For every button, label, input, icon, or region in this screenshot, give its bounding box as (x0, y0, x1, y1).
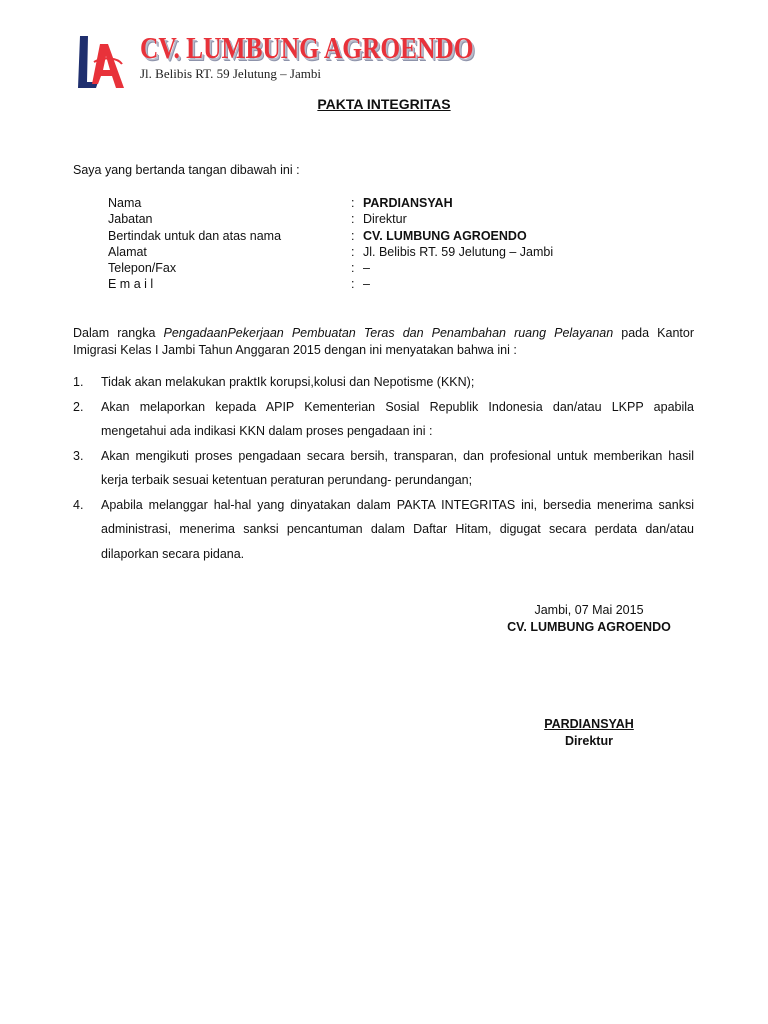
statement-list (73, 370, 694, 566)
identity-colon: : (351, 261, 355, 276)
statement-item (73, 444, 694, 493)
identity-value: Jl. Belibis RT. 59 Jelutung – Jambi (363, 244, 554, 259)
document-title: PAKTA INTEGRITAS (317, 96, 451, 112)
identity-value: – (363, 277, 370, 292)
identity-label: Telepon/Fax (108, 261, 177, 276)
context-paragraph (73, 325, 694, 359)
place-date: Jambi, 07 Mai 2015 (534, 603, 644, 617)
identity-row-position (108, 211, 553, 227)
statement-number: 4. (73, 497, 84, 512)
identity-value: Direktur (363, 212, 407, 227)
paragraph-italic: PengadaanPekerjaan Pembuatan Teras dan Penambahan ruang Pelayanan (163, 326, 614, 340)
paragraph-pre: Dalam rangka (73, 326, 164, 340)
identity-colon: : (351, 228, 355, 243)
signer-name: PARDIANSYAH (544, 717, 634, 731)
identity-row-on-behalf (108, 228, 553, 244)
identity-label: Alamat (108, 244, 147, 259)
identity-label: Jabatan (108, 212, 153, 227)
company-name: CV. LUMBUNG AGROENDO (140, 30, 474, 65)
statement-text: Akan melaporkan kepada APIP Kementerian Sosial Republik Indonesia dan/atau LKPP apabila mengetahui ada indikasi KKN dalam proses pengadaan ini : (101, 399, 694, 438)
identity-row-name (108, 195, 553, 211)
identity-colon: : (351, 244, 355, 259)
identity-row-email (108, 276, 553, 292)
statement-number: 3. (73, 448, 84, 463)
identity-row-address (108, 244, 553, 260)
statement-item (73, 395, 694, 444)
identity-colon: : (351, 212, 355, 227)
statement-item (73, 493, 694, 567)
signature-block (490, 602, 688, 636)
identity-table (108, 195, 553, 293)
identity-label: Bertindak untuk dan atas nama (108, 228, 282, 243)
identity-row-phone (108, 260, 553, 276)
intro-text: Saya yang bertanda tangan dibawah ini : (73, 163, 300, 177)
signature-company: CV. LUMBUNG AGROENDO (507, 620, 671, 634)
identity-label: Nama (108, 196, 142, 210)
company-address: Jl. Belibis RT. 59 Jelutung – Jambi (140, 66, 321, 81)
statement-text: Akan mengikuti proses pengadaan secara bersih, transparan, dan profesional untuk memberikan hasil kerja terbaik sesuai ketentuan peraturan perundang- perundangan; (101, 448, 694, 487)
identity-colon: : (351, 196, 355, 210)
signer-block (490, 716, 688, 750)
statement-number: 2. (73, 399, 84, 414)
statement-item (73, 370, 694, 395)
identity-value: CV. LUMBUNG AGROENDO (363, 228, 527, 243)
identity-label: E m a i l (108, 277, 154, 292)
statement-text: Tidak akan melakukan praktIk korupsi,kolusi dan Nepotisme (KKN); (101, 375, 475, 389)
la-monogram-logo (74, 34, 126, 90)
identity-colon: : (351, 277, 355, 292)
signer-title: Direktur (565, 734, 613, 748)
statement-number: 1. (73, 375, 84, 389)
identity-value: – (363, 261, 370, 276)
identity-value: PARDIANSYAH (363, 196, 453, 210)
statement-text: Apabila melanggar hal-hal yang dinyatakan dalam PAKTA INTEGRITAS ini, bersedia menerima sanksi administrasi, menerima sanksi pencantuman dalam Daftar Hitam, digugat secara perdata dan/atau dilaporkan secara pidana. (101, 497, 694, 561)
paragraph-post: pada Kantor Imigrasi Kelas I Jambi Tahun Anggaran 2015 dengan ini menyatakan bahwa ini : (73, 326, 694, 357)
